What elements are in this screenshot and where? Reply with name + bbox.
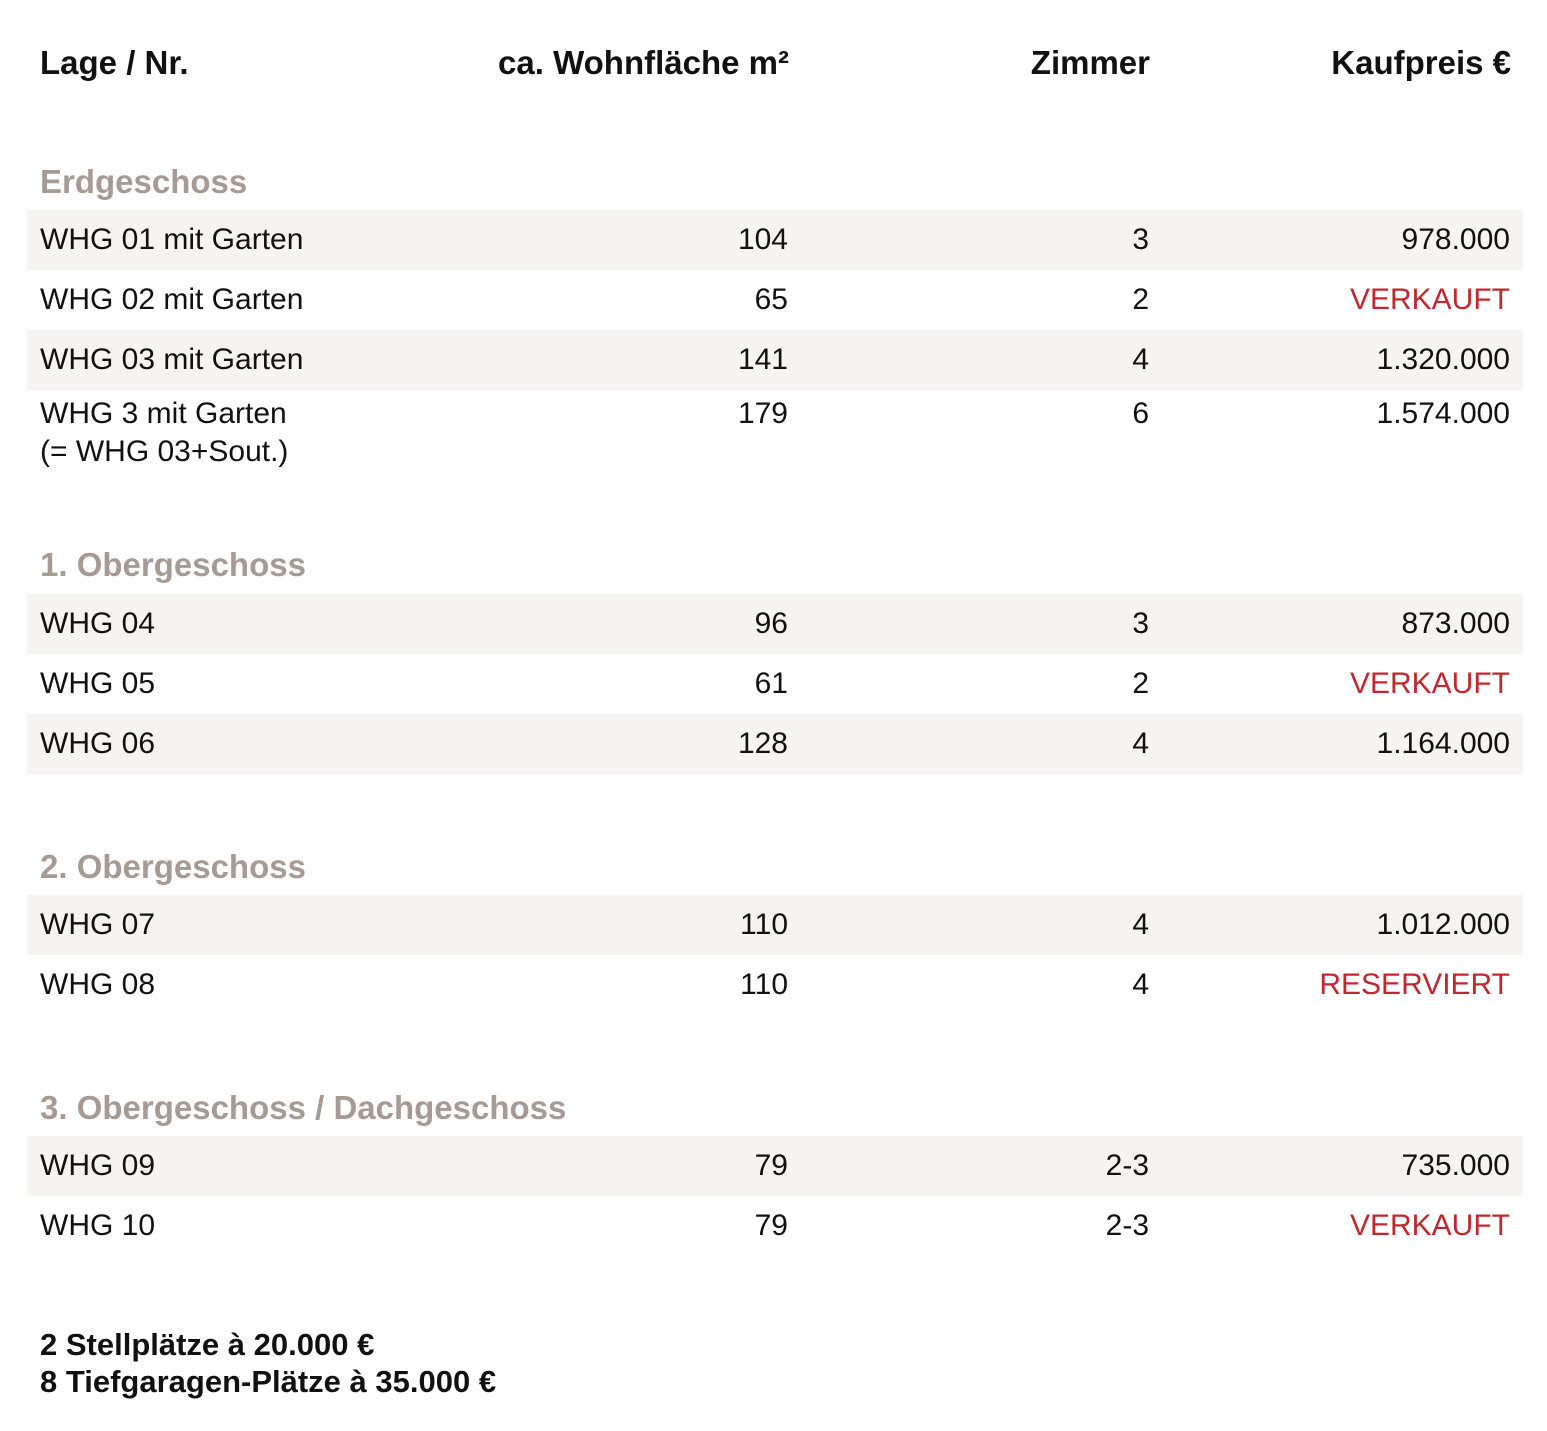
section-title-3-obergeschoss-dachgeschoss: 3. Obergeschoss / Dachgeschoss [40,1089,567,1126]
cell-wohnflaeche: 79 [754,1149,788,1182]
cell-wohnflaeche: 179 [737,397,788,430]
cell-kaufpreis: 978.000 [1401,223,1510,256]
cell-kaufpreis: 735.000 [1401,1149,1510,1182]
cell-wohnflaeche: 110 [740,908,788,941]
cell-lage: WHG 05 [40,667,156,700]
header-kaufpreis: Kaufpreis € [1331,44,1511,81]
cell-zimmer: 4 [1132,343,1149,376]
section-title-1-obergeschoss: 1. Obergeschoss [40,546,306,583]
cell-lage: WHG 07 [40,908,156,941]
table-row [27,1196,1523,1256]
cell-kaufpreis: 1.320.000 [1376,343,1510,376]
cell-zimmer: 4 [1132,727,1149,760]
cell-wohnflaeche: 104 [737,223,788,256]
cell-lage: WHG 09 [40,1149,156,1182]
header-wohnflaeche: ca. Wohnfläche m² [498,44,789,81]
parking-info [40,1326,496,1400]
cell-lage: WHG 01 mit Garten [40,223,304,256]
header-zimmer: Zimmer [1030,44,1150,81]
cell-wohnflaeche: 65 [754,283,788,316]
cell-kaufpreis: 1.164.000 [1376,727,1510,760]
cell-kaufpreis: 873.000 [1401,607,1510,640]
cell-zimmer: 3 [1132,607,1149,640]
table-header [0,38,1547,88]
cell-zimmer: 6 [1132,397,1149,430]
cell-zimmer: 4 [1132,908,1149,941]
cell-lage: WHG 03 mit Garten [40,343,304,376]
table-row [27,384,1523,474]
table-row [27,895,1523,955]
table-row [27,330,1523,390]
section-title-2-obergeschoss: 2. Obergeschoss [40,848,306,885]
cell-zimmer: 2-3 [1105,1209,1149,1242]
status-badge: VERKAUFT [1349,667,1510,700]
cell-lage: WHG 08 [40,968,156,1001]
status-badge: RESERVIERT [1319,968,1510,1001]
status-badge: VERKAUFT [1349,283,1510,316]
status-badge: VERKAUFT [1349,1209,1510,1242]
cell-wohnflaeche: 61 [754,667,788,700]
section-title-erdgeschoss: Erdgeschoss [40,163,248,200]
cell-zimmer: 4 [1132,968,1149,1001]
cell-wohnflaeche: 79 [754,1209,788,1242]
cell-lage: WHG 06 [40,727,156,760]
header-lage: Lage / Nr. [40,44,189,81]
table-row [27,270,1523,330]
cell-zimmer: 2-3 [1105,1149,1149,1182]
cell-lage: WHG 04 [40,607,156,640]
cell-kaufpreis: 1.012.000 [1376,908,1510,941]
table-row [27,714,1523,774]
cell-kaufpreis: 1.574.000 [1376,397,1510,430]
table-row [27,210,1523,270]
table-row [27,955,1523,1015]
cell-lage: WHG 02 mit Garten [40,283,304,316]
table-row [27,654,1523,714]
cell-zimmer: 2 [1132,667,1149,700]
parking-tiefgarage: 8 Tiefgaragen-Plätze à 35.000 € [40,1364,497,1399]
cell-wohnflaeche: 141 [737,343,788,376]
cell-lage-sub: (= WHG 03+Sout.) [40,435,289,468]
cell-wohnflaeche: 128 [737,727,788,760]
cell-lage [40,395,400,471]
cell-zimmer: 3 [1132,223,1149,256]
table-row [27,1136,1523,1196]
parking-stellplaetze: 2 Stellplätze à 20.000 € [40,1327,375,1362]
cell-lage: WHG 10 [40,1209,156,1242]
cell-lage-main: WHG 3 mit Garten [40,397,287,430]
table-row [27,594,1523,654]
cell-wohnflaeche: 96 [754,607,788,640]
cell-wohnflaeche: 110 [740,968,788,1001]
cell-zimmer: 2 [1132,283,1149,316]
